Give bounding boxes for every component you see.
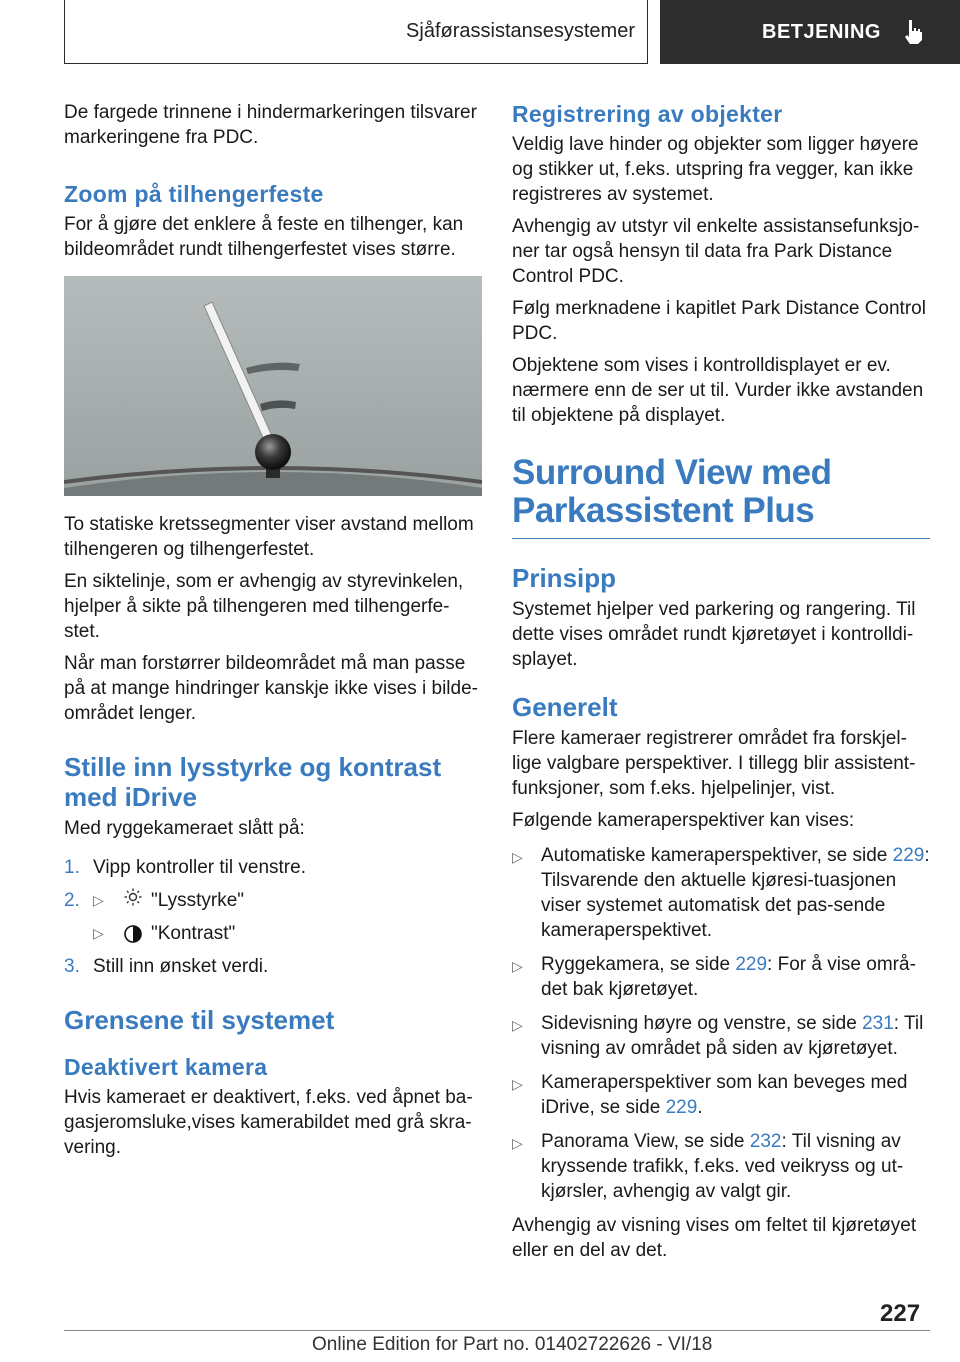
contrast-icon bbox=[115, 925, 151, 943]
registration-paragraph-1: Veldig lave hinder og objekter som ligger høyere og stikker ut, f.eks. utspring fra vegger, kan ikke registreres av systemet. bbox=[512, 134, 919, 205]
general-heading: Generelt bbox=[512, 692, 618, 722]
edition-text: Online Edition for Part no. 01402722626 - VI/18 bbox=[312, 1334, 713, 1355]
zoom-paragraph: For å gjøre det enklere å feste en tilhenger, kan bildeområdet rundt tilhengerfestet vises større. bbox=[64, 214, 464, 260]
header-section bbox=[64, 0, 648, 64]
intro-paragraph: De fargede trinnene i hindermarkeringen tilsvarer markeringene fra PDC. bbox=[64, 102, 477, 148]
perspective-item bbox=[512, 1129, 930, 1204]
item-text: Kameraperspektiver som kan beveges med iDrive, se side bbox=[541, 1072, 908, 1118]
perspective-item bbox=[512, 952, 930, 1002]
footer-divider bbox=[64, 1330, 930, 1331]
chapter-title: BETJENING bbox=[762, 20, 881, 43]
triangle-bullet-icon: ▷ bbox=[512, 849, 523, 865]
step-number: 3. bbox=[64, 956, 80, 977]
figure-paragraph-2: En siktelinje, som er avhengig av styrevinkelen, hjelper å sikte på tilhengeren med tilhengerfe‐stet. bbox=[64, 571, 464, 642]
item-text: : Tilsvarende den aktuelle kjøresi‐tuasjonen viser systemet automatisk det pas‐sende kameraperspektivet. bbox=[541, 845, 930, 941]
triangle-bullet-icon: ▷ bbox=[512, 1017, 523, 1033]
page-link[interactable]: 232 bbox=[749, 1131, 782, 1152]
general-paragraph: Flere kameraer registrerer området fra forskjel‐lige valgbare perspektiver. I tillegg blir assistent‐funksjoner, som f.eks. hjelpelinjer, vist. bbox=[512, 728, 916, 799]
step-number: 1. bbox=[64, 857, 80, 878]
page-number: 227 bbox=[880, 1300, 921, 1327]
step-1 bbox=[64, 855, 482, 880]
item-text: . bbox=[697, 1097, 703, 1118]
brightness-heading: Stille inn lysstyrke og kontrast med iDrive bbox=[64, 752, 442, 812]
deactivated-paragraph: Hvis kameraet er deaktivert, f.eks. ved åpnet ba‐gasjeromsluke,vises kamerabildet med grå skra‐vering. bbox=[64, 1087, 473, 1158]
step-text: Vipp kontroller til venstre. bbox=[93, 857, 306, 878]
main-title: Surround View med Parkassistent Plus bbox=[512, 453, 832, 530]
registration-paragraph-4: Objektene som vises i kontrolldisplayet er ev. nærmere enn de ser ut til. Vurder ikke avstanden til objektene på displayet. bbox=[512, 355, 924, 426]
step-text: Still inn ønsket verdi. bbox=[93, 956, 269, 977]
item-text: Panorama View, se side bbox=[541, 1131, 750, 1152]
limits-heading: Grensene til systemet bbox=[64, 1005, 335, 1035]
contrast-option: "Kontrast" bbox=[151, 923, 236, 944]
hand-pointer-icon bbox=[903, 19, 923, 45]
perspective-item bbox=[512, 1070, 930, 1120]
registration-heading: Registrering av objekter bbox=[512, 101, 783, 127]
brightness-icon bbox=[115, 888, 151, 913]
registration-paragraph-2: Avhengig av utstyr vil enkelte assistansefunksjo‐ner tar også hensyn til data fra Park Distance Control PDC. bbox=[512, 216, 920, 287]
hitch-zoom-figure bbox=[64, 276, 482, 496]
step-2 bbox=[64, 888, 482, 913]
triangle-bullet-icon: ▷ bbox=[512, 1076, 523, 1092]
left-column bbox=[64, 100, 482, 1167]
page-link[interactable]: 229 bbox=[892, 845, 925, 866]
step-3 bbox=[64, 954, 482, 979]
triangle-bullet-icon: ▷ bbox=[93, 925, 104, 941]
step-number: 2. bbox=[64, 890, 80, 911]
header-chapter bbox=[660, 0, 960, 64]
step-2-contrast bbox=[64, 921, 482, 946]
principle-heading: Prinsipp bbox=[512, 563, 617, 593]
triangle-bullet-icon: ▷ bbox=[512, 1135, 523, 1151]
figure-paragraph-1: To statiske kretssegmenter viser avstand mellom tilhengeren og tilhengerfestet. bbox=[64, 514, 474, 560]
item-text: : Til visning av området på siden av kjøretøyet. bbox=[541, 1013, 924, 1059]
zoom-heading: Zoom på tilhengerfeste bbox=[64, 181, 324, 207]
principle-paragraph: Systemet hjelper ved parkering og rangering. Til dette vises området rundt kjøretøyet i kontrolldi‐splayet. bbox=[512, 599, 916, 670]
triangle-bullet-icon: ▷ bbox=[93, 892, 104, 908]
item-text: : For å vise områ‐det bak kjøretøyet. bbox=[541, 954, 916, 1000]
item-text: : Til visning av kryssende trafikk, f.eks. ved veikryss og ut‐kjørsler, avhengig av valgt gir. bbox=[541, 1131, 904, 1202]
right-column bbox=[512, 100, 930, 1270]
item-text: Sidevisning høyre og venstre, se side bbox=[541, 1013, 863, 1034]
brightness-intro: Med ryggekameraet slått på: bbox=[64, 818, 305, 839]
triangle-bullet-icon: ▷ bbox=[512, 958, 523, 974]
page-link[interactable]: 229 bbox=[735, 954, 768, 975]
section-title: Sjåførassistansesystemer bbox=[406, 20, 635, 42]
main-title-block bbox=[512, 454, 930, 539]
figure-paragraph-3: Når man forstørrer bildeområdet må man passe på at mange hindringer kanskje ikke vises i bilde‐området lenger. bbox=[64, 653, 478, 724]
deactivated-heading: Deaktivert kamera bbox=[64, 1054, 268, 1080]
item-text: Automatiske kameraperspektiver, se side bbox=[541, 845, 893, 866]
brightness-option: "Lysstyrke" bbox=[151, 890, 245, 911]
perspectives-intro: Følgende kameraperspektiver kan vises: bbox=[512, 810, 855, 831]
item-text: Ryggekamera, se side bbox=[541, 954, 736, 975]
closing-paragraph: Avhengig av visning vises om feltet til kjøretøyet eller en del av det. bbox=[512, 1215, 917, 1261]
registration-paragraph-3: Følg merknadene i kapitlet Park Distance Control PDC. bbox=[512, 298, 926, 344]
page-link[interactable]: 229 bbox=[665, 1097, 698, 1118]
page-link[interactable]: 231 bbox=[862, 1013, 894, 1034]
tow-ball bbox=[255, 434, 291, 470]
perspective-list bbox=[512, 843, 930, 1204]
perspective-item bbox=[512, 1011, 930, 1061]
perspective-item bbox=[512, 843, 930, 943]
brightness-steps bbox=[64, 855, 482, 979]
